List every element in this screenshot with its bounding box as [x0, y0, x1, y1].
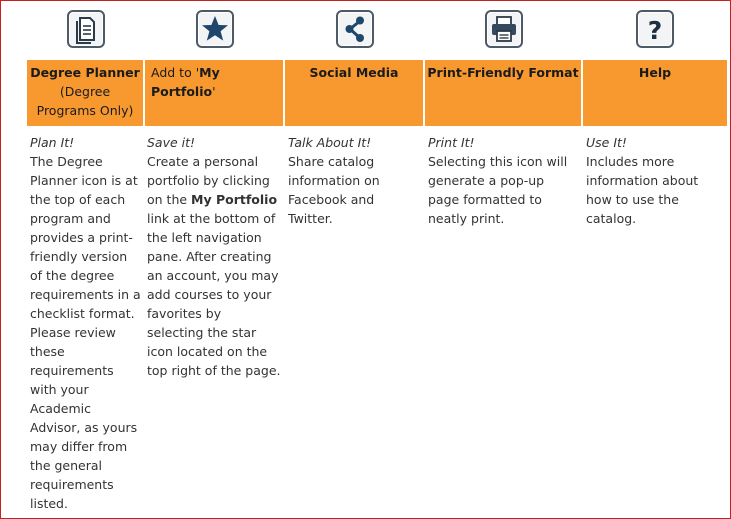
catalog-help-table [27, 7, 727, 513]
header-print-friendly: Print-Friendly Format [425, 60, 583, 126]
description-row [27, 126, 727, 513]
tagline-talk-about-it: Talk About It! [288, 135, 372, 150]
star-icon [198, 12, 232, 46]
header-degree-planner-title: Degree Planner [30, 65, 140, 80]
tagline-print-it: Print It! [428, 135, 475, 150]
desc-portfolio-text-before: Create a personal portfolio by clicking on the [147, 154, 270, 207]
tagline-use-it: Use It! [586, 135, 627, 150]
share-icon [338, 12, 372, 46]
document-icon [69, 12, 103, 46]
header-portfolio-suffix: ' [212, 84, 216, 99]
print-friendly-button[interactable] [485, 10, 523, 48]
desc-portfolio [145, 126, 285, 513]
icon-cell-print [425, 7, 583, 60]
desc-social-media [285, 126, 425, 513]
add-to-portfolio-button[interactable] [196, 10, 234, 48]
tagline-plan-it: Plan It! [30, 135, 75, 150]
social-media-button[interactable] [336, 10, 374, 48]
icon-cell-social [285, 7, 425, 60]
desc-print-friendly-text: Selecting this icon will generate a pop-up page formatted to neatly print. [428, 154, 568, 226]
desc-print-friendly [425, 126, 583, 513]
header-degree-planner [27, 60, 145, 126]
desc-degree-planner [27, 126, 145, 513]
icon-cell-degree-planner [27, 7, 145, 60]
header-help: Help [583, 60, 727, 126]
header-portfolio-prefix: Add to ' [151, 65, 200, 80]
header-row [27, 60, 727, 126]
desc-social-media-text: Share catalog information on Facebook and Twitter. [288, 154, 380, 226]
icon-row [27, 7, 727, 60]
printer-icon [487, 12, 521, 46]
my-portfolio-link-mention: My Portfolio [191, 192, 278, 207]
header-portfolio-title: My Portfolio [151, 65, 220, 99]
help-icon [638, 12, 672, 46]
desc-degree-planner-text: The Degree Planner icon is at the top of each program and provides a print-friendly version of the degree requirements in a checklist format. Please review these requirements with your Academic Advisor, as yours may differ from the general requirements listed. [30, 154, 141, 511]
header-social-media: Social Media [285, 60, 425, 126]
header-portfolio [145, 60, 285, 126]
degree-planner-button[interactable] [67, 10, 105, 48]
svg-text:?: ? [647, 16, 663, 45]
desc-help [583, 126, 727, 513]
tagline-save-it: Save it! [147, 135, 196, 150]
help-button[interactable] [636, 10, 674, 48]
header-degree-planner-note: (Degree Programs Only) [36, 84, 134, 118]
icon-cell-help [583, 7, 727, 60]
icon-cell-portfolio [145, 7, 285, 60]
desc-help-text: Includes more information about how to use the catalog. [586, 154, 699, 226]
desc-portfolio-text-after: link at the bottom of the left navigation pane. After creating an account, you may add courses to your favorites by selecting the star icon located on the top right of the page. [147, 211, 281, 378]
